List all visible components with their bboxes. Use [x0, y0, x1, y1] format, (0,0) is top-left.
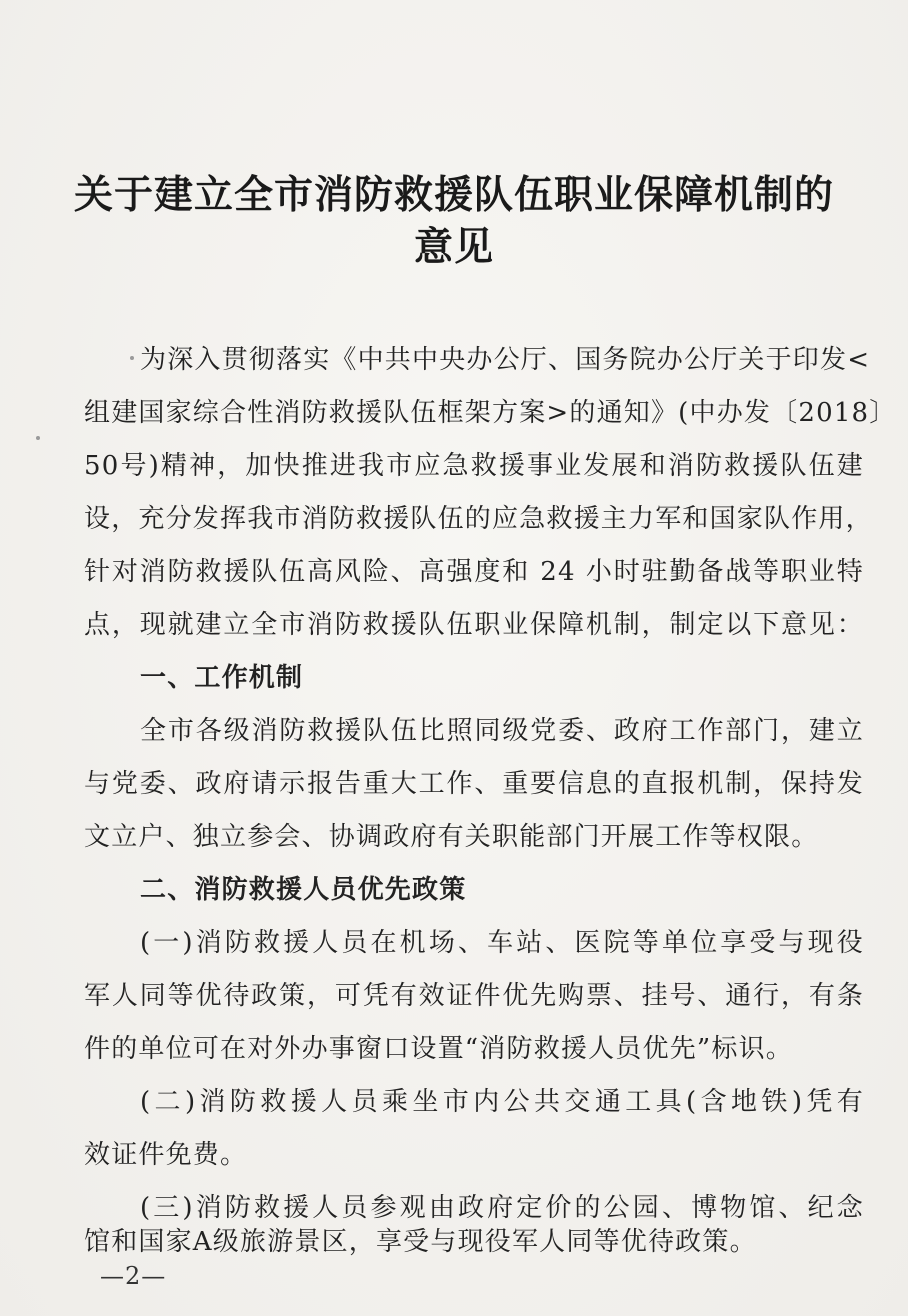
section-2-item-1-line-2: 军人同等优待政策，可凭有效证件优先购票、挂号、通行，有条: [84, 981, 864, 1011]
scan-speck: [130, 356, 134, 360]
intro-line-3: 50号)精神，加快推进我市应急救援事业发展和消防救援队伍建: [84, 451, 864, 481]
section-1-line-1: 全市各级消防救援队伍比照同级党委、政府工作部门，建立: [140, 716, 864, 746]
section-1-line-3: 文立户、独立参会、协调政府有关职能部门开展工作等权限。: [84, 822, 819, 852]
section-1-heading: 一、工作机制: [140, 663, 304, 693]
section-2-item-3-line-1: (三)消防救援人员参观由政府定价的公园、博物馆、纪念: [140, 1193, 864, 1223]
document-title-line-2: 意见: [413, 224, 494, 270]
section-1-line-2: 与党委、政府请示报告重大工作、重要信息的直报机制，保持发: [84, 769, 864, 799]
intro-line-6: 点，现就建立全市消防救援队伍职业保障机制，制定以下意见：: [84, 610, 864, 640]
intro-line-5: 针对消防救援队伍高风险、高强度和 24 小时驻勤备战等职业特: [84, 557, 864, 587]
section-2-item-1-line-3: 件的单位可在对外办事窗口设置“消防救援人员优先”标识。: [84, 1034, 793, 1064]
intro-line-4: 设，充分发挥我市消防救援队伍的应急救援主力军和国家队作用，: [84, 504, 873, 534]
scan-speck: [36, 436, 40, 440]
section-2-item-1-line-1: (一)消防救援人员在机场、车站、医院等单位享受与现役: [140, 928, 864, 958]
section-2-item-3-line-2: 馆和国家A级旅游景区，享受与现役军人同等优待政策。: [84, 1227, 757, 1257]
intro-line-1: 为深入贯彻落实《中共中央办公厅、国务院办公厅关于印发<: [140, 345, 871, 375]
section-2-heading: 二、消防救援人员优先政策: [140, 875, 467, 905]
document-title-line-1: 关于建立全市消防救援队伍职业保障机制的: [73, 172, 834, 218]
section-2-item-2-line-1: (二)消防救援人员乘坐市内公共交通工具(含地铁)凭有: [140, 1087, 864, 1117]
page-number: —2—: [100, 1262, 167, 1290]
intro-line-2: 组建国家综合性消防救援队伍框架方案>的通知》(中办发〔2018〕: [84, 398, 897, 428]
section-2-item-2-line-2: 效证件免费。: [84, 1140, 248, 1170]
